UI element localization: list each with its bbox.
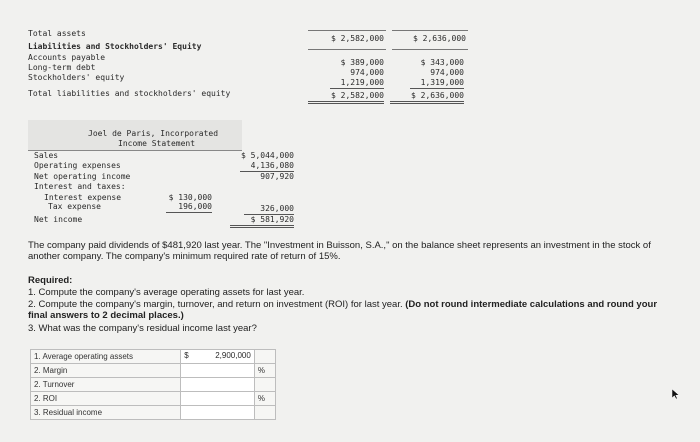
answer-label: 3. Residual income [31,406,181,420]
is-net-income-label: Net income [34,215,83,224]
required-q2 [28,299,668,321]
is-sales-label: Sales [34,151,59,160]
required-q3: 3. What was the company's residual income last year? [28,323,257,334]
is-company-name: Joel de Paris, Incorporated [88,129,219,138]
is-noi: 907,920 [260,172,294,181]
is-sales: $ 5,044,000 [241,151,294,160]
answer-unit [254,350,275,364]
is-net-income: $ 581,920 [230,215,294,228]
answer-row-roi [31,392,276,406]
bs-col1-long-term-debt: 974,000 [350,68,384,77]
is-int-tax-label: Interest and taxes: [34,182,126,191]
margin-input[interactable] [181,364,255,378]
is-tax-label: Tax expense [48,202,101,211]
bs-col2-accounts-payable: $ 343,000 [420,58,464,67]
is-interest-label: Interest expense [44,193,122,202]
is-opex: 4,136,080 [240,161,294,172]
mouse-pointer-icon [672,389,680,399]
bs-liab-heading: Liabilities and Stockholders' Equity [28,42,202,51]
is-int-tax-total: 326,000 [244,204,294,215]
currency-prefix: $ [184,351,189,360]
answer-label: 2. Margin [31,364,181,378]
required-q2-instruction: (Do not round intermediate calculations and round your final answers to 2 decimal places.) [28,299,658,321]
answer-label: 2. ROI [31,392,181,406]
problem-paragraph: The company paid dividends of $481,920 last year. The "Investment in Buisson, S.A.," on the balance sheet represents an investment in the stock of another company. The company's minimum required rate of return of 15%. [28,240,651,262]
required-heading: Required: [28,275,73,286]
is-opex-label: Operating expenses [34,161,121,170]
turnover-input[interactable] [181,378,255,392]
answer-row-margin [31,364,276,378]
bs-col1-accounts-payable: $ 389,000 [340,58,384,67]
answer-label: 2. Turnover [31,378,181,392]
answer-label: 1. Average operating assets [31,350,181,364]
bs-stockholders-equity-label: Stockholders' equity [28,73,125,82]
answer-unit [254,406,275,420]
bs-accounts-payable-label: Accounts payable [28,53,106,62]
required-q2-text: 2. Compute the company's margin, turnover, and return on investment (ROI) for last year. [28,299,403,310]
bs-col2-total-assets: $ 2,636,000 [413,34,466,43]
answer-unit [254,378,275,392]
answer-row-avg-operating-assets [31,350,276,364]
avg-operating-assets-input[interactable] [181,350,255,364]
is-noi-label: Net operating income [34,172,131,181]
bs-col2-stockholders-equity: 1,319,000 [410,78,464,89]
bs-col1-total-assets: $ 2,582,000 [331,34,384,43]
answer-value: 2,900,000 [215,351,251,360]
bs-long-term-debt-label: Long-term debt [28,63,96,72]
bs-col1-total-liab-equity: $ 2,582,000 [308,91,384,104]
bs-col2-long-term-debt: 974,000 [430,68,464,77]
is-title: Income Statement [118,139,196,148]
residual-income-input[interactable] [181,406,255,420]
answer-unit: % [254,364,275,378]
bs-col2-total-liab-equity: $ 2,636,000 [390,91,464,104]
is-tax: 196,000 [166,202,212,213]
bs-col1-stockholders-equity: 1,219,000 [330,78,384,89]
roi-input[interactable] [181,392,255,406]
answer-table [30,349,276,420]
answer-row-turnover [31,378,276,392]
bs-total-assets-label: Total assets [28,29,86,38]
answer-unit: % [254,392,275,406]
is-interest: $ 130,000 [168,193,212,202]
required-q1: 1. Compute the company's average operating assets for last year. [28,287,305,298]
answer-row-residual-income [31,406,276,420]
bs-total-liab-equity-label: Total liabilities and stockholders' equity [28,89,231,98]
